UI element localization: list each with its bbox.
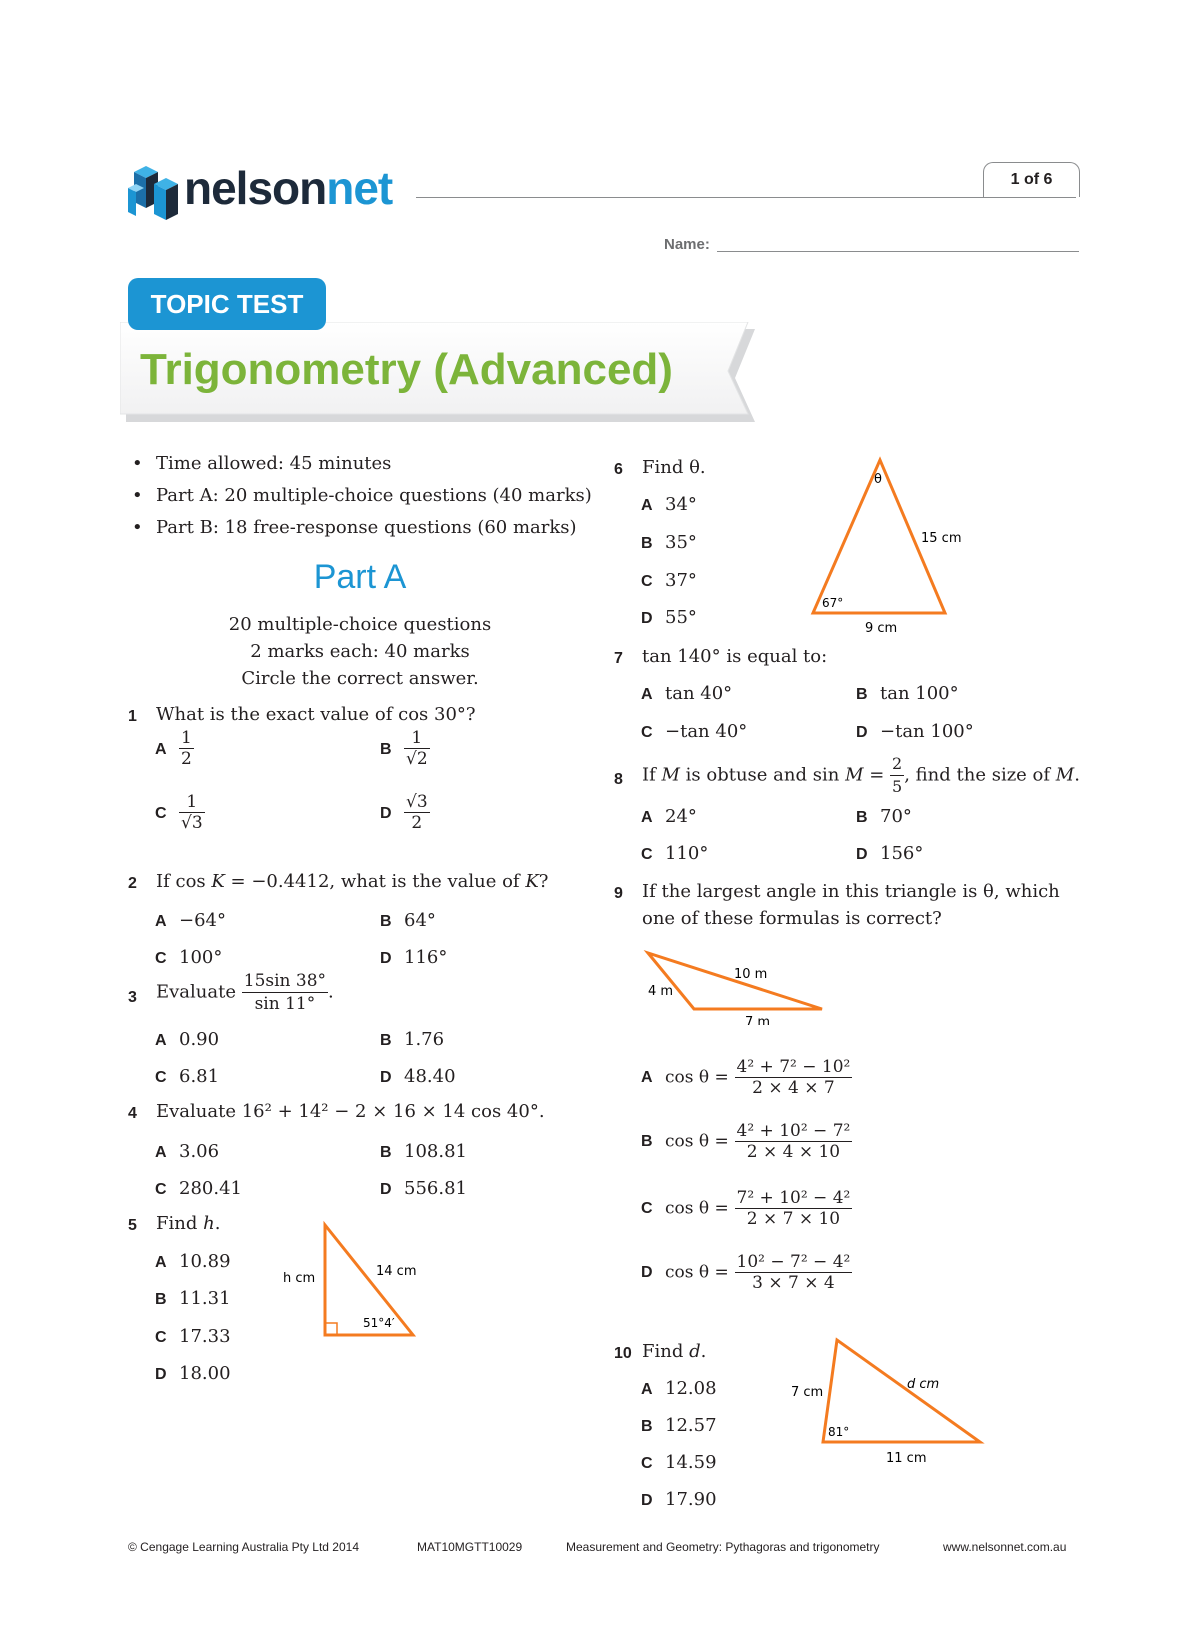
part-a-heading: Part A (313, 558, 407, 596)
nelsonnet-logo-icon (126, 158, 186, 226)
footer-code: MAT10MGTT10029 (417, 1540, 523, 1554)
option-c[interactable] (155, 792, 205, 833)
option-letter: A (641, 1381, 653, 1398)
option-value: 116° (404, 947, 448, 968)
topic-test-badge: TOPIC TEST (128, 278, 326, 330)
question-text-line: If the largest angle in this triangle is θ, which (642, 881, 1060, 902)
question-number: 9 (614, 885, 623, 902)
option-value: −tan 100° (880, 721, 974, 742)
q10-triangle-figure (785, 1330, 985, 1470)
option-letter: A (155, 740, 167, 758)
option-c[interactable] (641, 570, 697, 591)
option-a[interactable] (641, 806, 697, 827)
option-b[interactable] (380, 1029, 444, 1050)
option-letter: A (155, 1032, 167, 1049)
info-bullet: • Part B: 18 free-response questions (60 marks) (156, 517, 577, 539)
fraction-denominator: √2 (406, 749, 428, 769)
question-number: 7 (614, 650, 623, 667)
option-letter: D (641, 1263, 653, 1281)
option-letter: B (641, 535, 653, 552)
option-b[interactable] (641, 1415, 717, 1436)
option-a[interactable] (641, 494, 697, 515)
option-letter: C (641, 846, 653, 863)
option-value: 110° (665, 843, 709, 864)
option-a[interactable] (641, 683, 732, 704)
option-c[interactable] (641, 721, 747, 742)
angle-label: 67° (822, 596, 844, 610)
side-label-left: 4 m (648, 984, 674, 999)
option-d[interactable] (856, 721, 974, 742)
fraction-numerator: 1 (179, 792, 205, 813)
option-b[interactable] (856, 683, 959, 704)
fraction-numerator: √3 (406, 792, 428, 812)
question-text: tan 140° is equal to: (642, 646, 828, 667)
option-letter: C (641, 573, 653, 590)
option-letter: C (155, 1069, 167, 1086)
part-a-line: 20 multiple-choice questions (228, 614, 492, 635)
option-letter: C (155, 1181, 167, 1198)
option-value: tan 40° (665, 683, 733, 704)
option-b[interactable] (856, 806, 912, 827)
fraction-numerator: 1 (404, 728, 430, 749)
question-text-line: one of these formulas is correct? (642, 908, 942, 929)
option-letter: B (380, 740, 392, 758)
option-c[interactable] (155, 1326, 231, 1347)
question-number: 2 (128, 875, 137, 892)
option-value: 34° (665, 494, 697, 515)
q6-triangle-figure (805, 455, 985, 635)
option-value: −64° (179, 910, 226, 931)
question-text: Evaluate 16² + 14² − 2 × 16 × 14 cos 40°. (156, 1101, 545, 1122)
header-rule (416, 197, 1076, 198)
option-value: 156° (880, 843, 924, 864)
page-indicator: 1 of 6 (983, 162, 1080, 197)
question-number: 8 (614, 771, 623, 788)
option-b[interactable]: B cos θ = $\frac{\text{4² + 10² − 7²}}{2 \times 4 \times 10}$ (641, 1121, 851, 1162)
option-letter: D (856, 846, 868, 863)
option-value: 70° (880, 806, 912, 827)
name-field-line[interactable] (717, 251, 1079, 252)
fraction-denominator: 2 (181, 749, 192, 769)
option-c[interactable] (155, 1178, 242, 1199)
option-value: 3.06 (179, 1141, 220, 1162)
option-d[interactable] (641, 607, 697, 628)
option-a[interactable] (155, 1029, 219, 1050)
option-a[interactable] (155, 910, 226, 931)
option-letter: C (641, 1199, 653, 1217)
side-label-bottom: 7 m (745, 1015, 771, 1025)
question-number: 6 (614, 461, 623, 478)
right-angle-marker (325, 1323, 337, 1335)
option-letter: A (155, 913, 167, 930)
option-letter: D (380, 1181, 392, 1198)
option-value: 100° (179, 947, 223, 968)
option-c[interactable] (641, 1452, 717, 1473)
option-d[interactable]: D cos θ = $\frac{\text{10² − 7² − 4²}}{3 \times 7 \times 4}$ (641, 1252, 851, 1293)
page-title: Trigonometry (Advanced) (140, 345, 673, 394)
part-a-line: Circle the correct answer. (241, 668, 479, 689)
angle-label: 51°4′ (363, 1316, 395, 1330)
option-value: 108.81 (404, 1141, 467, 1162)
option-letter: D (641, 1492, 653, 1509)
angle-label: 81° (828, 1425, 850, 1439)
option-d[interactable] (380, 947, 447, 968)
question-number: 4 (128, 1105, 137, 1122)
base-label: 11 cm (886, 1451, 927, 1466)
side-label-top: 10 m (734, 967, 768, 982)
footer-strand: Measurement and Geometry: Pythagoras and trigonometry (566, 1540, 880, 1554)
question-number: 1 (128, 708, 137, 725)
fraction-denominator: 2 (411, 813, 423, 833)
option-letter: B (641, 1418, 653, 1435)
option-letter: A (641, 497, 653, 514)
option-a[interactable]: A cos θ = $\frac{\text{4² + 7² − 10²}}{2 \times 4 \times 7}$ (641, 1057, 851, 1098)
option-letter: A (155, 1144, 167, 1161)
option-letter: A (641, 809, 653, 826)
side-label: 15 cm (921, 531, 962, 546)
option-value: −tan 40° (665, 721, 748, 742)
fraction-denominator: √3 (181, 813, 203, 833)
option-letter: A (641, 1068, 653, 1086)
option-letter: A (155, 1254, 167, 1271)
logo-wordmark (184, 163, 392, 213)
footer-copyright: © Cengage Learning Australia Pty Ltd 2014 (128, 1540, 359, 1554)
side-label-h: h cm (283, 1271, 316, 1286)
option-b[interactable] (641, 532, 697, 553)
option-letter: B (856, 686, 868, 703)
part-a-line: 2 marks each: 40 marks (250, 641, 470, 662)
question-text: If M is obtuse and sin M = $\frac{2}{5}$ , find the size of M. (642, 754, 1080, 796)
side-label-left: 7 cm (791, 1385, 824, 1400)
fraction-numerator: 1 (181, 728, 192, 748)
side-label-hyp: 14 cm (376, 1264, 417, 1279)
option-value: 48.40 (404, 1066, 456, 1087)
option-a[interactable] (641, 1378, 717, 1399)
option-letter: B (380, 1144, 392, 1161)
question-text: Evaluate $\frac{15\sin 38^\circ}{\sin 11^\circ}$ . (156, 971, 334, 1014)
option-letter: D (856, 724, 868, 741)
option-d[interactable] (641, 1489, 717, 1510)
option-b[interactable] (380, 910, 436, 931)
option-value: 17.33 (179, 1326, 231, 1347)
option-a[interactable] (155, 1141, 219, 1162)
option-letter: D (380, 804, 392, 822)
option-c[interactable] (155, 947, 222, 968)
option-value: 0.90 (179, 1029, 220, 1050)
option-value: 556.81 (404, 1178, 467, 1199)
info-bullet: • Part A: 20 multiple-choice questions (40 marks) (156, 485, 592, 507)
angle-label-theta: θ (874, 472, 882, 487)
question-text: Find h. (156, 1213, 221, 1234)
option-letter: C (155, 1329, 167, 1346)
option-letter: B (856, 809, 868, 826)
option-value: 6.81 (179, 1066, 220, 1087)
option-b[interactable] (380, 1141, 467, 1162)
q5-right-triangle-figure (275, 1215, 425, 1345)
option-letter: B (380, 913, 392, 930)
option-a[interactable] (155, 1251, 231, 1272)
option-letter: A (641, 686, 653, 703)
option-letter: B (641, 1132, 653, 1150)
option-c[interactable] (155, 1066, 219, 1087)
option-value: 14.59 (665, 1452, 717, 1473)
base-label: 9 cm (865, 621, 898, 635)
option-letter: D (380, 1069, 392, 1086)
option-value: 64° (404, 910, 436, 931)
option-value: 55° (665, 607, 697, 628)
question-text: Find θ. (642, 457, 706, 478)
option-value: 18.00 (179, 1363, 231, 1384)
option-value: 1.76 (404, 1029, 445, 1050)
option-d[interactable] (856, 843, 923, 864)
option-letter: C (641, 1455, 653, 1472)
option-value: 37° (665, 570, 697, 591)
option-value: 24° (665, 806, 697, 827)
option-d[interactable] (380, 1178, 467, 1199)
option-value: 12.57 (665, 1415, 717, 1436)
question-text: Find d. (642, 1341, 707, 1362)
question-number: 5 (128, 1217, 137, 1234)
option-letter: C (641, 724, 653, 741)
option-value: 11.31 (179, 1288, 231, 1309)
option-d[interactable] (380, 792, 430, 833)
question-text: If cos K = −0.4412, what is the value of K? (156, 871, 549, 892)
option-value: 35° (665, 532, 697, 553)
option-d[interactable] (155, 1363, 231, 1384)
option-b[interactable] (155, 1288, 231, 1309)
option-value: tan 100° (880, 683, 959, 704)
side-label-hyp: d cm (907, 1377, 940, 1392)
info-bullet: • Time allowed: 45 minutes (156, 453, 391, 475)
option-b[interactable] (380, 728, 430, 769)
option-d[interactable] (380, 1066, 456, 1087)
question-number: 10 (614, 1345, 632, 1362)
option-value: 12.08 (665, 1378, 717, 1399)
option-value: 10.89 (179, 1251, 231, 1272)
logo-text-nelson: nelson (184, 162, 327, 214)
q9-triangle-figure (640, 945, 840, 1025)
option-value: 280.41 (179, 1178, 242, 1199)
option-c[interactable]: C cos θ = $\frac{\text{7² + 10² − 4²}}{2 \times 7 \times 10}$ (641, 1188, 851, 1229)
logo-text-net: net (326, 162, 393, 214)
option-letter: B (380, 1032, 392, 1049)
option-letter: D (641, 610, 653, 627)
footer-url-link[interactable]: www.nelsonnet.com.au (943, 1540, 1067, 1554)
option-c[interactable] (641, 843, 708, 864)
option-value: 17.90 (665, 1489, 717, 1510)
option-letter: C (155, 804, 167, 822)
option-a[interactable] (155, 728, 194, 769)
option-letter: D (155, 1366, 167, 1383)
option-letter: D (380, 950, 392, 967)
question-number: 3 (128, 989, 137, 1006)
question-text: What is the exact value of cos 30°? (156, 704, 476, 725)
option-letter: B (155, 1291, 167, 1308)
option-letter: C (155, 950, 167, 967)
name-label: Name: (664, 236, 710, 253)
